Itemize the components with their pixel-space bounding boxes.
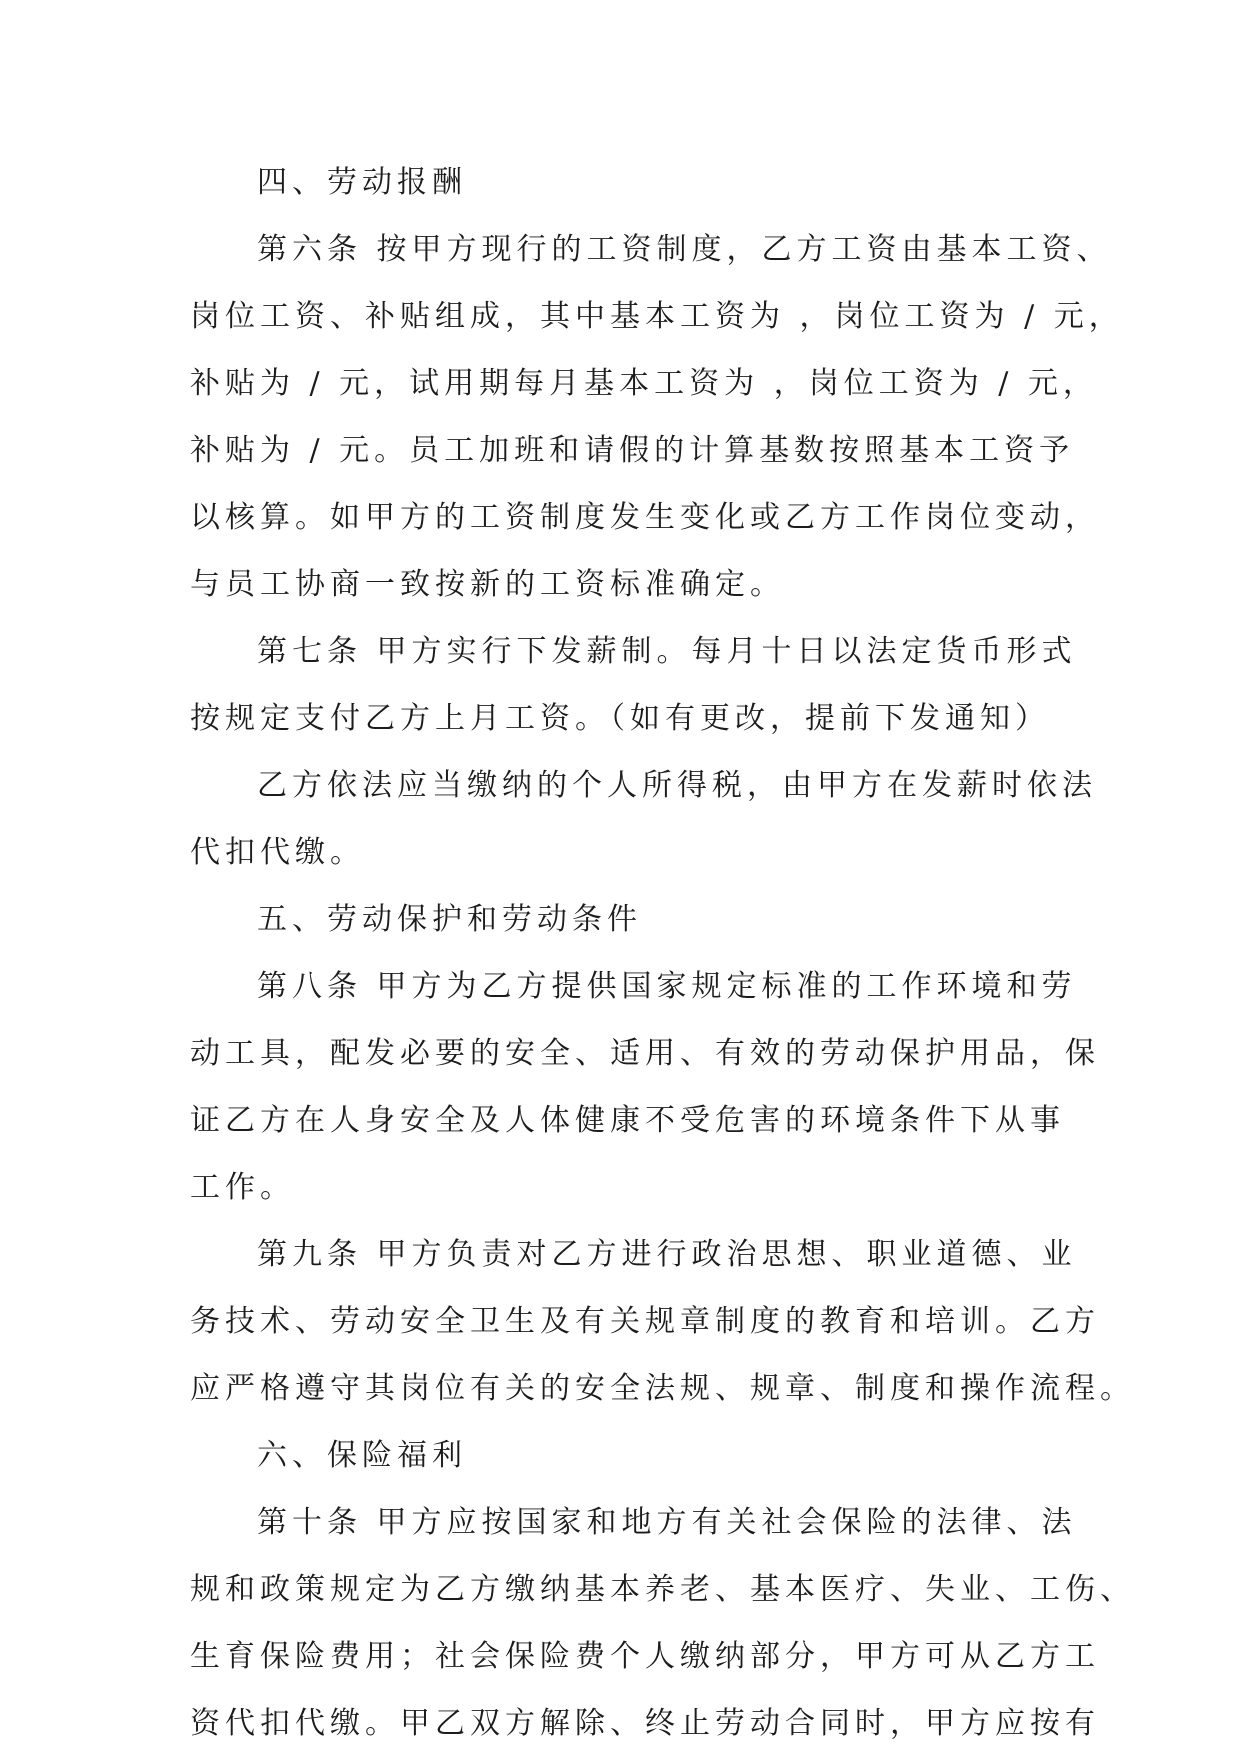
tax-paragraph-line: 乙方依法应当缴纳的个人所得税，由甲方在发薪时依法 xyxy=(257,768,1097,803)
article-10-line: 资代扣代缴。甲乙双方解除、终止劳动合同时，甲方应按有 xyxy=(190,1706,1100,1741)
article-6-line: 岗位工资、补贴组成，其中基本工资为 ，岗位工资为 / 元， xyxy=(190,299,1124,334)
article-10-line: 生育保险费用；社会保险费个人缴纳部分，甲方可从乙方工 xyxy=(190,1639,1100,1674)
tax-paragraph-line: 代扣代缴。 xyxy=(190,835,365,870)
article-6-line: 补贴为 / 元，试用期每月基本工资为 ，岗位工资为 / 元， xyxy=(190,366,1098,401)
section-heading-labor-remuneration: 四、劳动报酬 xyxy=(257,165,467,200)
article-8-line: 动工具，配发必要的安全、适用、有效的劳动保护用品，保 xyxy=(190,1036,1100,1071)
section-heading-labor-protection: 五、劳动保护和劳动条件 xyxy=(257,902,642,937)
article-6-line: 以核算。如甲方的工资制度发生变化或乙方工作岗位变动， xyxy=(190,500,1100,535)
article-7-line: 按规定支付乙方上月工资。（如有更改，提前下发通知） xyxy=(190,701,1050,736)
article-6-line: 补贴为 / 元。员工加班和请假的计算基数按照基本工资予 xyxy=(190,433,1075,468)
article-8-line: 工作。 xyxy=(190,1170,295,1205)
article-10-line: 第十条 甲方应按国家和地方有关社会保险的法律、法 xyxy=(257,1505,1077,1540)
document-body xyxy=(190,149,1135,1757)
article-6-line: 与员工协商一致按新的工资标准确定。 xyxy=(190,567,785,602)
article-8-line: 第八条 甲方为乙方提供国家规定标准的工作环境和劳 xyxy=(257,969,1077,1004)
article-7-line: 第七条 甲方实行下发薪制。每月十日以法定货币形式 xyxy=(257,634,1077,669)
article-9-line: 务技术、劳动安全卫生及有关规章制度的教育和培训。乙方 xyxy=(190,1304,1100,1339)
article-6-line: 第六条 按甲方现行的工资制度，乙方工资由基本工资、 xyxy=(257,232,1112,267)
article-9-line: 第九条 甲方负责对乙方进行政治思想、职业道德、业 xyxy=(257,1237,1077,1272)
article-8-line: 证乙方在人身安全及人体健康不受危害的环境条件下从事 xyxy=(190,1103,1065,1138)
section-heading-insurance-welfare: 六、保险福利 xyxy=(257,1438,467,1473)
article-9-line: 应严格遵守其岗位有关的安全法规、规章、制度和操作流程。 xyxy=(190,1371,1135,1406)
article-10-line: 规和政策规定为乙方缴纳基本养老、基本医疗、失业、工伤、 xyxy=(190,1572,1135,1607)
